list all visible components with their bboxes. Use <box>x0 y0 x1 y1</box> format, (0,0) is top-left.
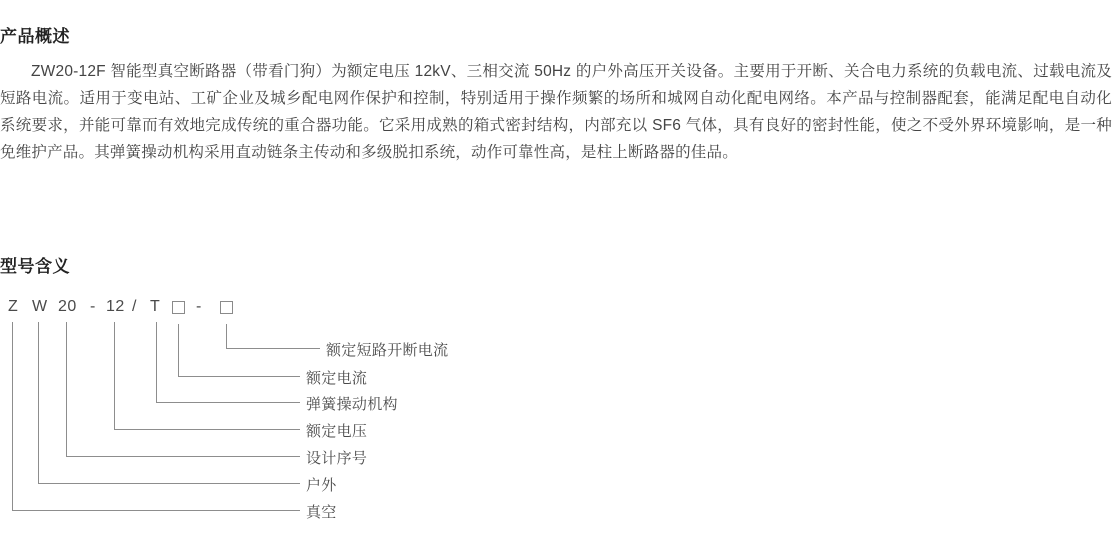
callout-label-breaking-current: 额定短路开断电流 <box>326 342 449 359</box>
model-code-box-breaking-current <box>220 301 233 314</box>
overview-section-heading: 产品概述 <box>0 27 70 46</box>
model-meaning-section-heading: 型号含义 <box>0 257 70 276</box>
leader-vline-vacuum <box>12 322 13 510</box>
overview-paragraph: ZW20-12F 智能型真空断路器（带看门狗）为额定电压 12kV、三相交流 50Hz 的户外高压开关设备。主要用于开断、关合电力系统的负载电流、过载电流及短路电流。适用于变电站、工矿企业及城乡配电网作保护和控制，特别适用于操作频繁的场所和城网自动化配电网络。本产品与控制器配套，能满足配电自动化系统要求，并能可靠而有效地完成传统的重合器功能。它采用成熟的箱式密封结构，内部充以 SF6 气体，具有良好的密封性能，使之不受外界环境影响，是一种免维护产品。其弹簧操动机构采用直动链条主传动和多级脱扣系统，动作可靠性高，是柱上断路器的佳品。 <box>0 63 1112 161</box>
callout-label-outdoor: 户外 <box>306 477 337 494</box>
leader-hline-spring-mechanism <box>156 402 300 403</box>
leader-hline-rated-voltage <box>114 429 300 430</box>
leader-hline-design-serial <box>66 456 300 457</box>
model-code-char-t: T <box>150 298 161 315</box>
model-code-char-z: Z <box>8 298 19 315</box>
model-code-char-w: W <box>32 298 48 315</box>
callout-label-vacuum: 真空 <box>306 504 337 521</box>
model-code-char-12: 12 <box>106 298 125 315</box>
leader-hline-rated-current <box>178 376 300 377</box>
callout-label-rated-current: 额定电流 <box>306 370 368 387</box>
leader-vline-design-serial <box>66 322 67 456</box>
callout-label-spring-mechanism: 弹簧操动机构 <box>306 396 398 413</box>
leader-vline-breaking-current <box>226 324 227 348</box>
model-code-dash-2: - <box>196 298 202 315</box>
model-code-box-current <box>172 301 185 314</box>
leader-vline-rated-current <box>178 324 179 376</box>
callout-label-rated-voltage: 额定电压 <box>306 423 368 440</box>
model-code-char-20: 20 <box>58 298 77 315</box>
model-code-dash-1: - <box>90 298 96 315</box>
leader-hline-breaking-current <box>226 348 320 349</box>
leader-vline-spring-mechanism <box>156 322 157 402</box>
callout-label-design-serial: 设计序号 <box>306 450 368 467</box>
leader-vline-outdoor <box>38 322 39 483</box>
leader-hline-outdoor <box>38 483 300 484</box>
leader-hline-vacuum <box>12 510 300 511</box>
leader-vline-rated-voltage <box>114 322 115 429</box>
model-code-slash: / <box>132 298 137 315</box>
